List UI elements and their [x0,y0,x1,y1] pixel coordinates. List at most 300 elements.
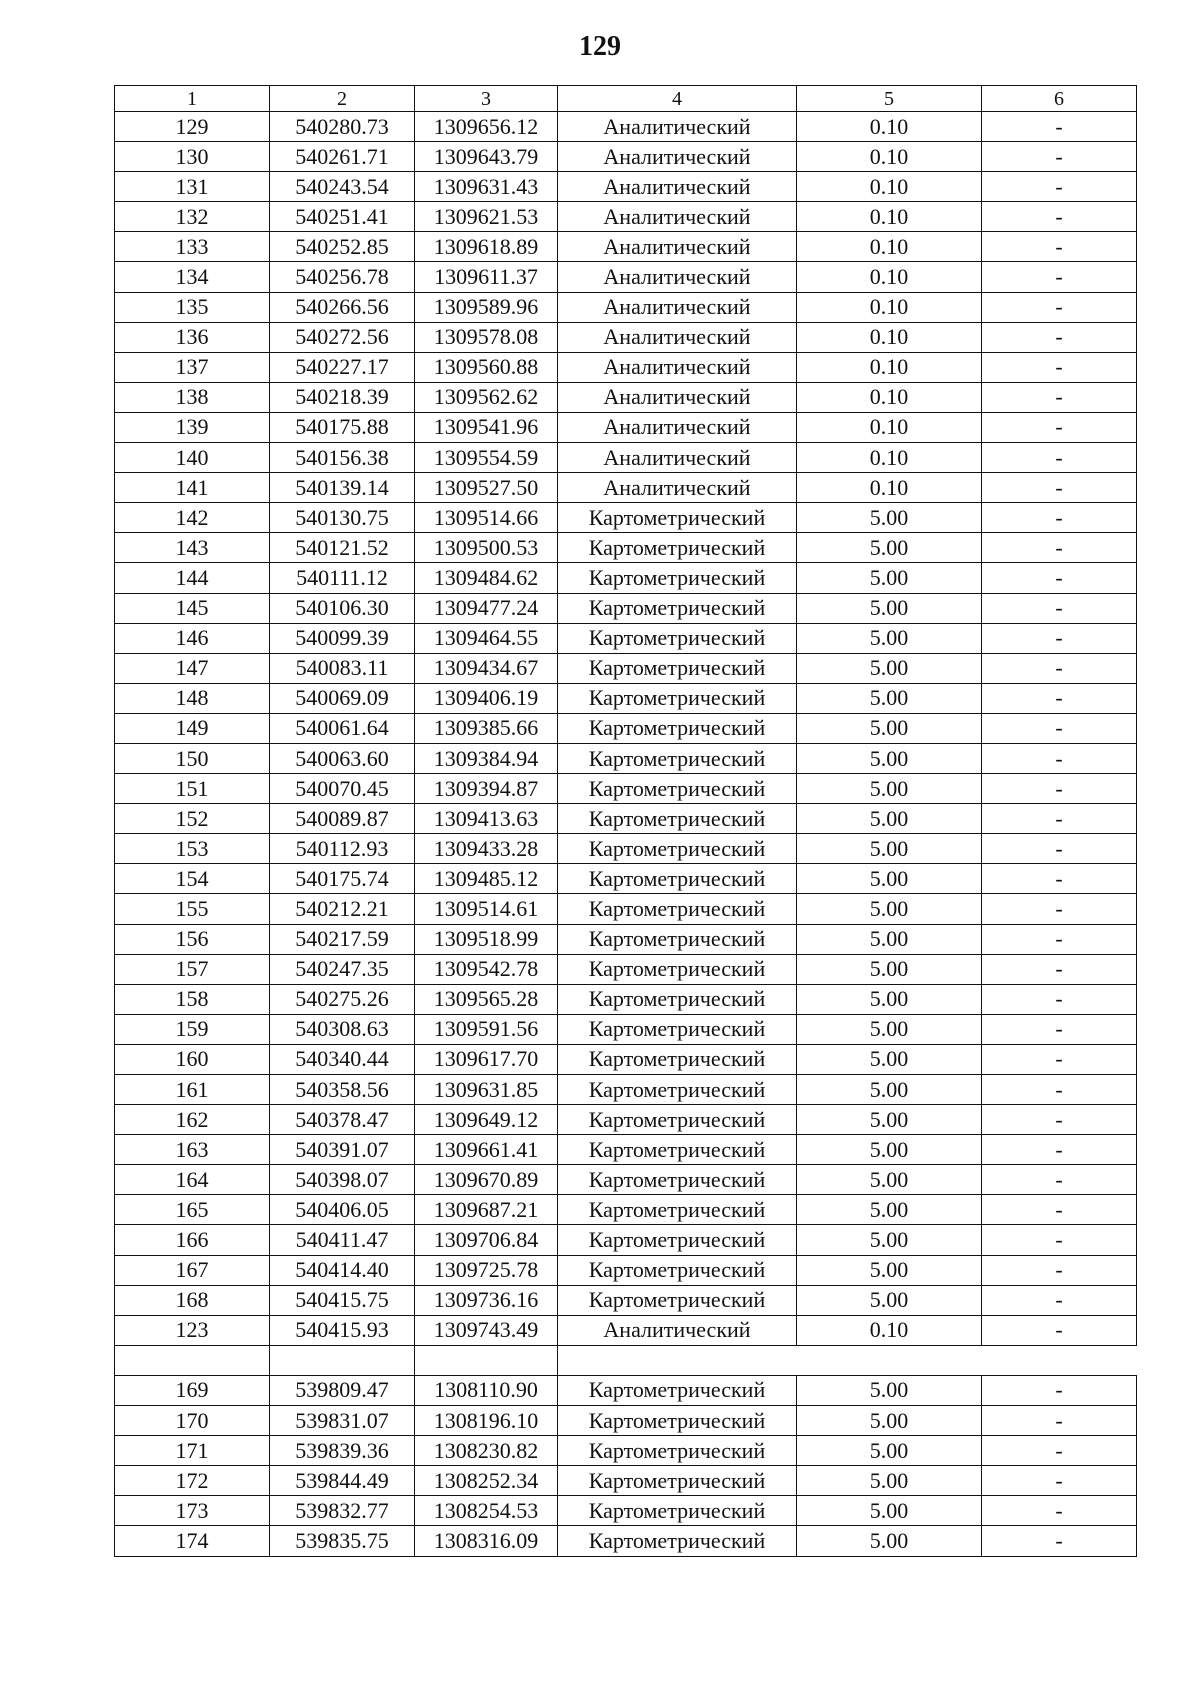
table-cell: - [982,322,1137,352]
table-row [115,653,1137,683]
table-cell: 5.00 [797,1285,982,1315]
table-cell: 156 [115,924,270,954]
empty-cell [115,1345,270,1375]
table-cell: 1309385.66 [415,713,558,743]
table-cell: 0.10 [797,1315,982,1345]
table-row [115,593,1137,623]
table-cell: 1309565.28 [415,984,558,1014]
table-cell: 1308196.10 [415,1406,558,1436]
table-cell: 540411.47 [270,1225,415,1255]
table-cell: 540130.75 [270,503,415,533]
table-cell: 1309514.66 [415,503,558,533]
table-cell: - [982,1135,1137,1165]
table-cell: Картометрический [558,743,797,773]
table-cell: Картометрический [558,1436,797,1466]
table-cell: 5.00 [797,1165,982,1195]
table-cell: Аналитический [558,262,797,292]
table-cell: 155 [115,894,270,924]
table-cell: 1309560.88 [415,352,558,382]
table-row [115,1135,1137,1165]
table-cell: 539809.47 [270,1375,415,1405]
table-cell: 5.00 [797,804,982,834]
table-cell: 151 [115,774,270,804]
table-cell: 1309514.61 [415,894,558,924]
table-cell: 0.10 [797,352,982,382]
table-cell: 1309434.67 [415,653,558,683]
table-cell: 540391.07 [270,1135,415,1165]
table-cell: - [982,1315,1137,1345]
table-cell: 142 [115,503,270,533]
table-cell: 1309649.12 [415,1105,558,1135]
table-cell: 169 [115,1375,270,1405]
table-cell: 0.10 [797,142,982,172]
table-cell: 0.10 [797,322,982,352]
table-cell: - [982,443,1137,473]
table-row [115,262,1137,292]
table-row [115,954,1137,984]
table-cell: 152 [115,804,270,834]
table-cell: Картометрический [558,713,797,743]
table-cell: 129 [115,112,270,142]
table-cell: 540398.07 [270,1165,415,1195]
table-cell: 540406.05 [270,1195,415,1225]
table-cell: 5.00 [797,1044,982,1074]
table-cell: Картометрический [558,1285,797,1315]
table-cell: Картометрический [558,1466,797,1496]
table-cell: Картометрический [558,533,797,563]
table-cell: 173 [115,1496,270,1526]
table-cell: 138 [115,382,270,412]
table-cell: - [982,864,1137,894]
table-cell: 5.00 [797,533,982,563]
table-cell: 1309661.41 [415,1135,558,1165]
table-cell: 0.10 [797,112,982,142]
table-cell: 149 [115,713,270,743]
table-row [115,1285,1137,1315]
table-cell: 131 [115,172,270,202]
table-cell: - [982,1255,1137,1285]
table-row [115,1526,1137,1556]
table-cell: 1308252.34 [415,1466,558,1496]
table-cell: 1309518.99 [415,924,558,954]
table-cell: 1309743.49 [415,1315,558,1345]
table-cell: 174 [115,1526,270,1556]
table-cell: 153 [115,834,270,864]
table-cell: 1309631.43 [415,172,558,202]
table-row [115,623,1137,653]
empty-cell [415,1345,558,1375]
table-cell: - [982,262,1137,292]
table-cell: 130 [115,142,270,172]
table-cell: Картометрический [558,1195,797,1225]
table-cell: 135 [115,292,270,322]
table-cell: - [982,924,1137,954]
table-cell: 540121.52 [270,533,415,563]
table-row [115,774,1137,804]
table-cell: - [982,623,1137,653]
table-row [115,1315,1137,1345]
column-header: 6 [982,86,1137,112]
table-row [115,322,1137,352]
table-cell: 1309670.89 [415,1165,558,1195]
table-cell: 5.00 [797,503,982,533]
table-cell: 540063.60 [270,743,415,773]
table-row [115,412,1137,442]
table-cell: Картометрический [558,1225,797,1255]
table-cell: 539835.75 [270,1526,415,1556]
table-row [115,1165,1137,1195]
table-cell: Аналитический [558,352,797,382]
table-cell: 1309464.55 [415,623,558,653]
table-cell: Картометрический [558,894,797,924]
table-cell: 145 [115,593,270,623]
table-row [115,1496,1137,1526]
column-header: 3 [415,86,558,112]
empty-cell [270,1345,415,1375]
table-cell: Картометрический [558,563,797,593]
table-cell: - [982,743,1137,773]
table-cell: 140 [115,443,270,473]
table-cell: 1309384.94 [415,743,558,773]
table-cell: 163 [115,1135,270,1165]
table-row [115,984,1137,1014]
table-cell: 1309706.84 [415,1225,558,1255]
table-cell: Аналитический [558,382,797,412]
table-cell: 137 [115,352,270,382]
table-cell: 5.00 [797,984,982,1014]
table-row [115,142,1137,172]
table-row [115,503,1137,533]
table-cell: Аналитический [558,202,797,232]
table-cell: 540218.39 [270,382,415,412]
table-cell: 159 [115,1014,270,1044]
table-cell: - [982,172,1137,202]
table-cell: 1309562.62 [415,382,558,412]
table-cell: 540243.54 [270,172,415,202]
table-cell: - [982,1496,1137,1526]
table-cell: 1309541.96 [415,412,558,442]
table-cell: 540358.56 [270,1075,415,1105]
empty-cell [558,1345,1137,1375]
table-cell: - [982,834,1137,864]
table-cell: Аналитический [558,473,797,503]
table-cell: 0.10 [797,262,982,292]
table-cell: - [982,412,1137,442]
table-cell: 150 [115,743,270,773]
table-cell: 1309485.12 [415,864,558,894]
table-cell: - [982,1436,1137,1466]
table-cell: - [982,533,1137,563]
table-cell: - [982,292,1137,322]
table-cell: - [982,713,1137,743]
table-cell: Картометрический [558,1406,797,1436]
table-cell: Аналитический [558,1315,797,1345]
table-cell: 161 [115,1075,270,1105]
table-cell: 123 [115,1315,270,1345]
table-cell: - [982,804,1137,834]
table-cell: Картометрический [558,593,797,623]
table-cell: - [982,1526,1137,1556]
table-cell: 540340.44 [270,1044,415,1074]
page-number: 129 [579,31,621,62]
table-cell: 540217.59 [270,924,415,954]
header-row [115,86,1137,112]
table-cell: 1308230.82 [415,1436,558,1466]
table-cell: 1309643.79 [415,142,558,172]
table-cell: - [982,774,1137,804]
table-cell: - [982,1014,1137,1044]
table-cell: 1309617.70 [415,1044,558,1074]
table-cell: 1309621.53 [415,202,558,232]
table-cell: Аналитический [558,412,797,442]
table-cell: Картометрический [558,683,797,713]
table-cell: 540069.09 [270,683,415,713]
table-cell: - [982,1375,1137,1405]
table-cell: 540061.64 [270,713,415,743]
table-cell: 160 [115,1044,270,1074]
table-cell: 134 [115,262,270,292]
table-cell: 0.10 [797,292,982,322]
table-cell: - [982,1195,1137,1225]
table-cell: 5.00 [797,1014,982,1044]
table-cell: Картометрический [558,1044,797,1074]
table-row [115,172,1137,202]
table-cell: 5.00 [797,1075,982,1105]
table-cell: 171 [115,1436,270,1466]
table-cell: 157 [115,954,270,984]
table-cell: 133 [115,232,270,262]
table-cell: 540156.38 [270,443,415,473]
table-cell: 1309554.59 [415,443,558,473]
table-row [115,713,1137,743]
table-cell: 136 [115,322,270,352]
table-cell: 1308110.90 [415,1375,558,1405]
table-row [115,1406,1137,1436]
table-cell: 1309591.56 [415,1014,558,1044]
table-cell: 170 [115,1406,270,1436]
table-cell: Картометрический [558,653,797,683]
coordinates-table [114,85,1137,1557]
table-cell: 1309736.16 [415,1285,558,1315]
table-cell: 1309618.89 [415,232,558,262]
table-cell: 1309413.63 [415,804,558,834]
column-header: 4 [558,86,797,112]
table-cell: Аналитический [558,112,797,142]
table-cell: 540251.41 [270,202,415,232]
table-cell: - [982,1466,1137,1496]
table-row [115,1466,1137,1496]
table-cell: 5.00 [797,954,982,984]
table-row [115,1375,1137,1405]
table-cell: 5.00 [797,593,982,623]
table-cell: 5.00 [797,1466,982,1496]
table-cell: Картометрический [558,1496,797,1526]
table-cell: - [982,382,1137,412]
table-cell: 540266.56 [270,292,415,322]
table-cell: 158 [115,984,270,1014]
table-cell: Картометрический [558,1375,797,1405]
table-cell: 1309406.19 [415,683,558,713]
table-cell: 540083.11 [270,653,415,683]
table-cell: Картометрический [558,503,797,533]
table-cell: 167 [115,1255,270,1285]
table-cell: 0.10 [797,443,982,473]
table-cell: - [982,1075,1137,1105]
table-cell: - [982,503,1137,533]
table-cell: 540111.12 [270,563,415,593]
table-cell: 5.00 [797,1105,982,1135]
table-cell: 539844.49 [270,1466,415,1496]
table-cell: 540256.78 [270,262,415,292]
table-row [115,232,1137,262]
table-cell: 154 [115,864,270,894]
table-cell: - [982,1105,1137,1135]
table-cell: 1309687.21 [415,1195,558,1225]
table-cell: 0.10 [797,172,982,202]
table-cell: 539832.77 [270,1496,415,1526]
table-cell: 1309477.24 [415,593,558,623]
table-cell: 5.00 [797,1135,982,1165]
table-cell: Картометрический [558,1135,797,1165]
table-cell: 5.00 [797,683,982,713]
table-row [115,894,1137,924]
table-cell: 540378.47 [270,1105,415,1135]
table-row [115,804,1137,834]
table-cell: 5.00 [797,1375,982,1405]
table-cell: 540280.73 [270,112,415,142]
table-cell: Аналитический [558,232,797,262]
table-cell: 540247.35 [270,954,415,984]
table-cell: 1309578.08 [415,322,558,352]
table-row [115,1255,1137,1285]
table-cell: - [982,653,1137,683]
table-cell: 1309527.50 [415,473,558,503]
table-cell: 540415.75 [270,1285,415,1315]
table-cell: 5.00 [797,894,982,924]
table-cell: - [982,1285,1137,1315]
table-cell: - [982,473,1137,503]
table-cell: 143 [115,533,270,563]
table-row [115,1014,1137,1044]
table-cell: - [982,954,1137,984]
table-row [115,1225,1137,1255]
table-row [115,1436,1137,1466]
table-row [115,533,1137,563]
table-cell: 0.10 [797,473,982,503]
table-cell: 162 [115,1105,270,1135]
table-cell: 540089.87 [270,804,415,834]
table-row [115,1075,1137,1105]
table-cell: 1309394.87 [415,774,558,804]
table-row [115,352,1137,382]
table-cell: 540252.85 [270,232,415,262]
table-row [115,834,1137,864]
table-cell: 5.00 [797,1225,982,1255]
table-cell: 0.10 [797,202,982,232]
table-cell: 164 [115,1165,270,1195]
table-cell: 1309725.78 [415,1255,558,1285]
table-row [115,924,1137,954]
table-cell: 5.00 [797,563,982,593]
table-cell: 168 [115,1285,270,1315]
table-cell: Аналитический [558,172,797,202]
table-cell: 0.10 [797,232,982,262]
table-cell: 0.10 [797,382,982,412]
table-cell: 5.00 [797,1436,982,1466]
table-cell: 540414.40 [270,1255,415,1285]
table-cell: Картометрический [558,924,797,954]
table-cell: 1309589.96 [415,292,558,322]
table-cell: 539839.36 [270,1436,415,1466]
table-row [115,473,1137,503]
table-cell: 540106.30 [270,593,415,623]
table-cell: 540099.39 [270,623,415,653]
table-row [115,292,1137,322]
table-cell: 1309500.53 [415,533,558,563]
table-cell: 5.00 [797,774,982,804]
table-cell: 141 [115,473,270,503]
table-cell: Картометрический [558,1526,797,1556]
table-cell: 144 [115,563,270,593]
table-cell: 540070.45 [270,774,415,804]
table-cell: 5.00 [797,1195,982,1225]
table-cell: 139 [115,412,270,442]
table-cell: Аналитический [558,443,797,473]
table-cell: 540272.56 [270,322,415,352]
table-cell: - [982,894,1137,924]
table-cell: 1309631.85 [415,1075,558,1105]
table-cell: 5.00 [797,743,982,773]
table-cell: 1309484.62 [415,563,558,593]
table-cell: 5.00 [797,1496,982,1526]
table-cell: - [982,683,1137,713]
table-cell: 540212.21 [270,894,415,924]
table-cell: 5.00 [797,713,982,743]
table-row [115,443,1137,473]
table-cell: - [982,142,1137,172]
table-cell: 5.00 [797,1406,982,1436]
table-cell: - [982,1044,1137,1074]
table-cell: 5.00 [797,653,982,683]
table-cell: Картометрический [558,1105,797,1135]
table-row [115,382,1137,412]
table-row [115,1044,1137,1074]
column-header: 2 [270,86,415,112]
table-cell: - [982,1406,1137,1436]
table-body [115,86,1137,1557]
table-cell: 146 [115,623,270,653]
table-cell: 540415.93 [270,1315,415,1345]
table-cell: - [982,563,1137,593]
table-cell: 147 [115,653,270,683]
table-cell: 5.00 [797,1255,982,1285]
column-header: 5 [797,86,982,112]
column-header: 1 [115,86,270,112]
table-cell: Картометрический [558,804,797,834]
table-cell: 540227.17 [270,352,415,382]
table-cell: - [982,232,1137,262]
table-cell: 0.10 [797,412,982,442]
table-cell: 1308254.53 [415,1496,558,1526]
table-cell: 5.00 [797,924,982,954]
table-cell: Картометрический [558,1014,797,1044]
table-row [115,864,1137,894]
table-cell: Аналитический [558,322,797,352]
table-cell: 5.00 [797,623,982,653]
table-cell: 540112.93 [270,834,415,864]
table-cell: Картометрический [558,834,797,864]
table-cell: - [982,984,1137,1014]
